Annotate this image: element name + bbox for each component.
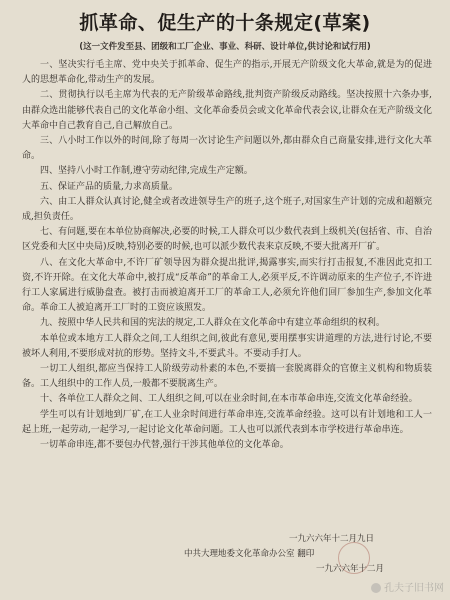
paragraph: 七、有问题,要在本单位协商解决,必要的时候,工人群众可以少数代表到上级机关(包括省、市、自治区党委和大区中央局)反映,特别必要的时候,也可以派少数代表来京反映,不要大批离开厂矿。 [22,227,432,253]
document-body [22,58,432,453]
paragraph: 四、坚持八小时工作制,遵守劳动纪律,完成生产定额。 [40,166,253,177]
paragraph: 八、在文化大革命中,不许厂矿领导因为群众提出批评,揭露事实,而实行打击报复,不准因此克扣工资,不许开除。在文化大革命中,被打成“反革命”的革命工人,必须平反,不许调动原来的生产位子,不许进行工人家属进行威胁盘查。被打击而被迫离开工厂的革命工人,必须允许他们回厂参加生产,参加文化革命。革命工人被迫离开工厂时的工资应该照发。 [22,257,432,314]
paragraph: 一切工人组织,都应当保持工人阶级劳动朴素的本色,不要搞一套脱离群众的官僚主义机构和物质装备。工人组织中的工作人员,一般都不要脱离生产。 [22,364,432,390]
paragraph: 九、按照中华人民共和国的宪法的规定,工人群众在文化革命中有建立革命组织的权利。 [40,318,385,329]
date-line-2: 一九六六年十二月 [315,564,384,574]
signature-block [148,532,388,577]
date-line: 一九六六年十二月九日 [288,534,374,544]
paragraph: 一、坚决实行毛主席、党中央关于抓革命、促生产的指示,开展无产阶级文化大革命,就是为的促进人的思想革命化,带动生产的发展。 [22,60,432,86]
watermark-logo-icon [371,583,381,593]
paragraph: 三、八小时工作以外的时间,除了每周一次讨论生产问题以外,都由群众自己商量安排,进行文化大革命。 [22,136,432,162]
document-title: 抓革命、促生产的十条规定(草案) [79,12,371,34]
paragraph: 一切革命串连,都不要包办代替,强行干涉其他单位的文化革命。 [40,440,289,451]
paragraph: 十、各单位工人群众之间、工人组织之间,可以在业余时间,在本市革命串连,交流文化革命经验。 [40,394,418,405]
paragraph: 学生可以有计划地到厂矿,在工人业余时间进行革命串连,交流革命经验。这可以有计划地和工人一起上班,一起劳动,一起学习,一起讨论文化革命问题。工人也可以派代表到本市学校进行革命串连。 [22,409,432,435]
document-subtitle: (这一文件发至县、团级和工厂企业、事业、科研、设计单位,供讨论和试行用) [79,42,371,52]
paragraph: 本单位或本地方工人群众之间,工人组织之间,彼此有意见,要用摆事实讲道理的方法,进行讨论,不要被坏人利用,不要形成对抗的形势。坚持文斗,不要武斗。不要动手打人。 [22,333,432,359]
paragraph: 二、贯彻执行以毛主席为代表的无产阶级革命路线,批判资产阶级反动路线。坚决按照十六条办事,由群众选出能够代表自己的文化革命小组、文化革命委员会或文化革命代表会议,让群众在无产阶级文化大革命中自己教育自己,自己解放自己。 [22,90,432,131]
paragraph: 五、保证产品的质量,力求高质量。 [40,181,178,192]
watermark-text: 孔夫子旧书网 [384,583,444,594]
issuer-line: 中共大理地委文化革命办公室 翻印 [184,549,315,559]
paragraph: 六、由工人群众认真讨论,健全或者改进领导生产的班子,这个班子,对国家生产计划的完成和超额完成,担负责任。 [22,196,432,223]
watermark [371,579,444,594]
